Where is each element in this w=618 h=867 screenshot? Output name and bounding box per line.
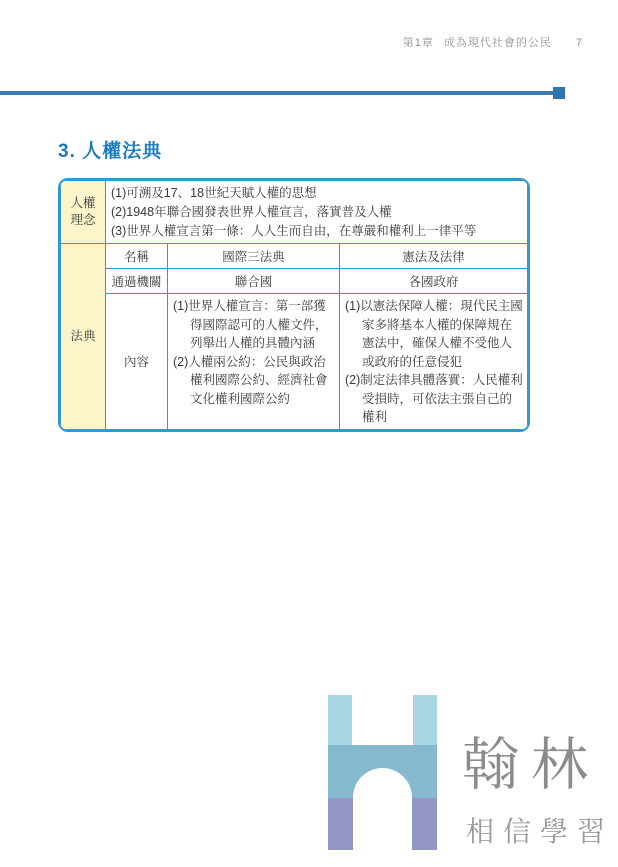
table-row-concept	[61, 181, 528, 244]
concept-item-3: (3)世界人權宣言第一條：人人生而自由，在尊嚴和權利上一律平等	[111, 224, 477, 238]
content-international-cell	[168, 294, 340, 430]
sub-label-content: 內容	[106, 294, 168, 430]
page-number: 7	[575, 37, 582, 49]
table-row-organization	[61, 269, 528, 294]
header-rule-line	[0, 91, 553, 95]
concept-item-2: (2)1948年聯合國發表世界人權宣言，落實普及人權	[111, 205, 392, 219]
table-row-content	[61, 294, 528, 430]
header-rule-end-square	[553, 87, 565, 99]
content-national-item-1: (1)以憲法保障人權：現代民主國家多將基本人權的保障規在憲法中，確保人權不受他人或政府的任意侵犯	[345, 299, 523, 369]
content-international-item-2: (2)人權兩公約：公民與政治權利國際公約、經濟社會文化權利國際公約	[173, 354, 328, 406]
human-rights-codes-table	[58, 178, 530, 432]
brand-name: 翰林	[462, 733, 600, 797]
chapter-number: 第1章	[402, 37, 434, 49]
logo-arch	[353, 768, 412, 850]
org-international: 聯合國	[168, 269, 340, 294]
name-international: 國際三法典	[168, 244, 340, 269]
sub-label-organization: 通過機關	[106, 269, 168, 294]
sub-label-name: 名稱	[106, 244, 168, 269]
content-international-item-1: (1)世界人權宣言：第一部獲得國際認可的人權文件，列舉出人權的具體內涵	[173, 299, 328, 350]
row-label-codes: 法典	[61, 244, 106, 430]
hanlin-h-logo-icon	[328, 695, 437, 850]
table	[60, 180, 528, 430]
logo-top-gap	[352, 695, 413, 745]
section-title: 3. 人權法典	[58, 141, 163, 162]
content-national-item-2: (2)制定法律具體落實：人民權利受損時，可依法主張自己的權利	[345, 373, 523, 424]
name-national: 憲法及法律	[340, 244, 528, 269]
concept-content-cell	[106, 181, 528, 244]
table-row-name	[61, 244, 528, 269]
brand-slogan: 相信學習	[466, 816, 615, 847]
chapter-title: 成為現代社會的公民	[443, 37, 552, 49]
concept-item-1: (1)可溯及17、18世紀天賦人權的思想	[111, 186, 317, 200]
content-national-cell	[340, 294, 528, 430]
row-label-concept: 人權理念	[61, 181, 106, 244]
running-header	[403, 34, 582, 50]
org-national: 各國政府	[340, 269, 528, 294]
